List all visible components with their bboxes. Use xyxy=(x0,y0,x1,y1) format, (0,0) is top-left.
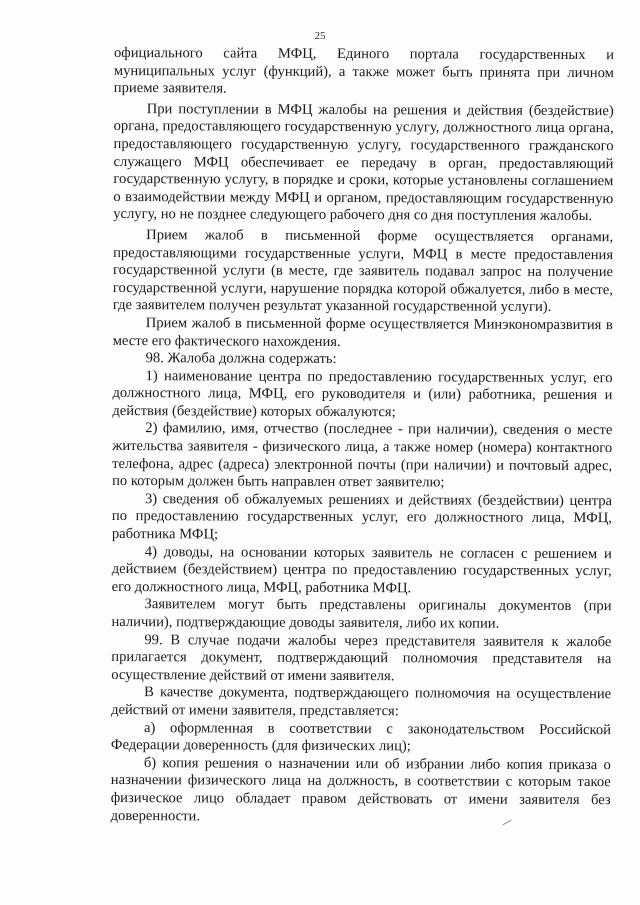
paragraph-99: 99. В случае подачи жалобы через представителя заявителя к жалобе прилагается документ, подтверждающий полномочия представителя на осуществление действий от имени заявителя. xyxy=(111,631,612,685)
paragraph-98-item-2: 2) фамилию, имя, отчество (последнее - при наличии), сведения о месте жительства заявителя - физического лица, а также номер (номера) контактного телефона, адрес (адреса) электронной почты (при наличии) и почтовый адрес, по которым должен быть направлен ответ заявителю; xyxy=(112,420,613,491)
paragraph-98-item-4: 4) доводы, на основании которых заявитель не согласен с решением и действием (бездействием) центра по предоставлению государственных услуг, его должностного лица, МФЦ, работника МФЦ. xyxy=(111,543,612,597)
page-number: 25 xyxy=(314,30,326,42)
paragraph-originals: Заявителем могут быть представлены оригиналы документов (при наличии), подтверждающие доводы заявителя, либо их копии. xyxy=(111,596,612,632)
paragraph-98-item-3: 3) сведения об обжалуемых решениях и действиях (бездействии) центра по предоставлению государственных услуг, его должностного лица, МФЦ, работника МФЦ; xyxy=(111,490,613,543)
paragraph-98-heading: 98. Жалоба должна содержать: xyxy=(145,350,337,368)
paragraph-99-document: В качестве документа, подтверждающего полномочия на осуществление действий от имени заявителя, представляется: xyxy=(111,684,612,720)
paragraph-mfc-complaint-transfer: При поступлении в МФЦ жалобы на решения и действия (бездействие) органа, предоставляющего государственную услугу, должностного лица органа, предоставляющего государственную услугу, государственного гражданского служащего МФЦ обеспечивает ее передачу в орган, предоставляющий государственную услугу, в порядке и сроки, которые установлены соглашением о взаимодействии между МФЦ и органом, предоставляющим государственную услугу, но не позднее следующего рабочего дня со дня поступления жалобы. xyxy=(113,100,614,225)
document-body xyxy=(111,45,614,827)
paragraph-98-item-1: 1) наименование центра по предоставлению государственных услуг, его должностного лица, МФЦ, его руководителя и (или) работника, решения и действия (бездействие) которых обжалуются; xyxy=(112,367,613,421)
paragraph-continuation: официального сайта МФЦ, Единого портала государственных и муниципальных услуг (функций), а также может быть принята при личном приеме заявителя. xyxy=(113,45,614,97)
paragraph-written-complaints-organs: Прием жалоб в письменной форме осуществляется органами, предоставляющими государственные услуги, МФЦ в месте предоставления государственной услуги (в месте, где заявитель подавал запрос на получение государственной услуги, нарушение порядка которой обжалуется, либо в месте, где заявителем получен результат указанной государственной услуги). xyxy=(112,227,614,316)
paragraph-written-complaints-ministry: Прием жалоб в письменной форме осуществляется Минэкономразвития в месте его фактического нахождения. xyxy=(112,315,613,350)
paragraph-99-item-a: а) оформленная в соответствии с законодательством Российской Федерации доверенность (для физических лиц); xyxy=(110,719,612,755)
paragraph-99-item-b: б) копия решения о назначении или об избрании либо копия приказа о назначении физического лица на должность, в соответствии с которым такое физическое лицо обладает правом действовать от имени заявителя без доверенности. xyxy=(110,754,611,824)
